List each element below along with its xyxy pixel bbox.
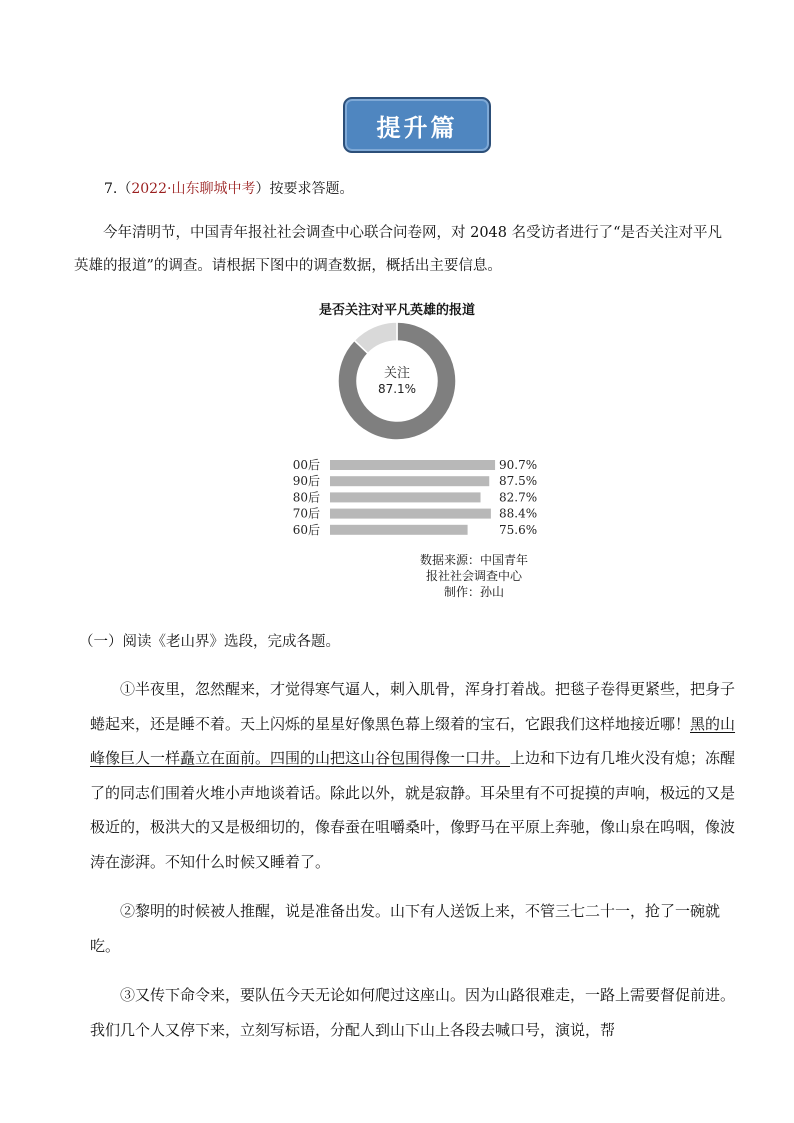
paragraph-1 (90, 672, 738, 879)
passage-body (90, 672, 738, 1062)
note-line: 制作：孙山 (443, 585, 504, 599)
bar-2 (330, 492, 481, 502)
bar-0 (330, 460, 495, 470)
passage-heading: （一）阅读《老山界》选段，完成各题。 (79, 634, 340, 650)
question-source: 2022·山东聊城中考 (131, 181, 256, 197)
bar-category-label: 80后 (292, 490, 320, 505)
note-line: 报社社会调查中心 (425, 569, 522, 583)
chart-title: 是否关注对平凡英雄的报道 (318, 303, 475, 318)
bar-category-label: 60后 (292, 522, 320, 537)
bar-1 (330, 476, 489, 486)
question-number: 7.（ (104, 181, 132, 197)
paragraph-3: ③又传下命令来，要队伍今天无论如何爬过这座山。因为山路很难走，一路上需要督促前进。我们几个人又停下来，立刻写标语，分配人到山下山上各段去喊口号，演说，帮 (90, 986, 736, 1039)
bar-value-label: 90.7% (499, 458, 538, 472)
banner-title: 提升篇 (376, 112, 458, 142)
bar-category-label: 70后 (292, 506, 320, 521)
paragraph-text: ①半夜里，忽然醒来，才觉得寒气逼人，刺入肌骨，浑身打着战。把毯子卷得更紧些，把身子蜷起来，还是睡不着。天上闪烁的星星好像黑色幕上缀着的宝石，它跟我们这样地接近哪！ (90, 680, 736, 733)
bar-value-label: 75.6% (499, 522, 538, 537)
bar-4 (330, 525, 468, 535)
underlined-sentence: 黑的山峰像巨人一样矗立在面前。四围的山把这山谷包围得像一口井。 (90, 714, 736, 767)
bar-value-label: 87.5% (499, 474, 538, 489)
bar-category-label: 00后 (292, 458, 320, 472)
question-intro: 今年清明节，中国青年报社社会调查中心联合问卷网，对 2048 名受访者进行了“是否关注对平凡英雄的报道”的调查。请根据下图中的调查数据，概括出主要信息。 (74, 225, 723, 274)
bar-category-label: 90后 (292, 474, 320, 489)
donut-center-value: 87.1% (377, 382, 417, 396)
question-instruction: ）按要求答题。 (255, 181, 354, 197)
paragraph-text: 上边和下边有几堆火没有熄；冻醒了的同志们围着火堆小声地谈着话。除此以外，就是寂静。耳朵里有不可捉摸的声响，极远的又是极近的，极洪大的又是极细切的，像春蚕在咀嚼桑叶，像野马在平原上奔驰，像山泉在呜咽，像波涛在澎湃。不知什么时候又睡着了。 (90, 749, 736, 871)
note-line: 数据来源：中国青年 (419, 553, 528, 567)
chart-source-note (399, 552, 549, 600)
bar-3 (330, 509, 491, 519)
survey-chart (0, 0, 794, 560)
paragraph-2: ②黎明的时候被人推醒，说是准备出发。山下有人送饭上来，不管三七二十一，抢了一碗就吃。 (90, 902, 721, 955)
bar-value-label: 88.4% (499, 506, 538, 521)
donut-center-label: 关注 (383, 366, 411, 381)
bar-value-label: 82.7% (499, 490, 538, 505)
